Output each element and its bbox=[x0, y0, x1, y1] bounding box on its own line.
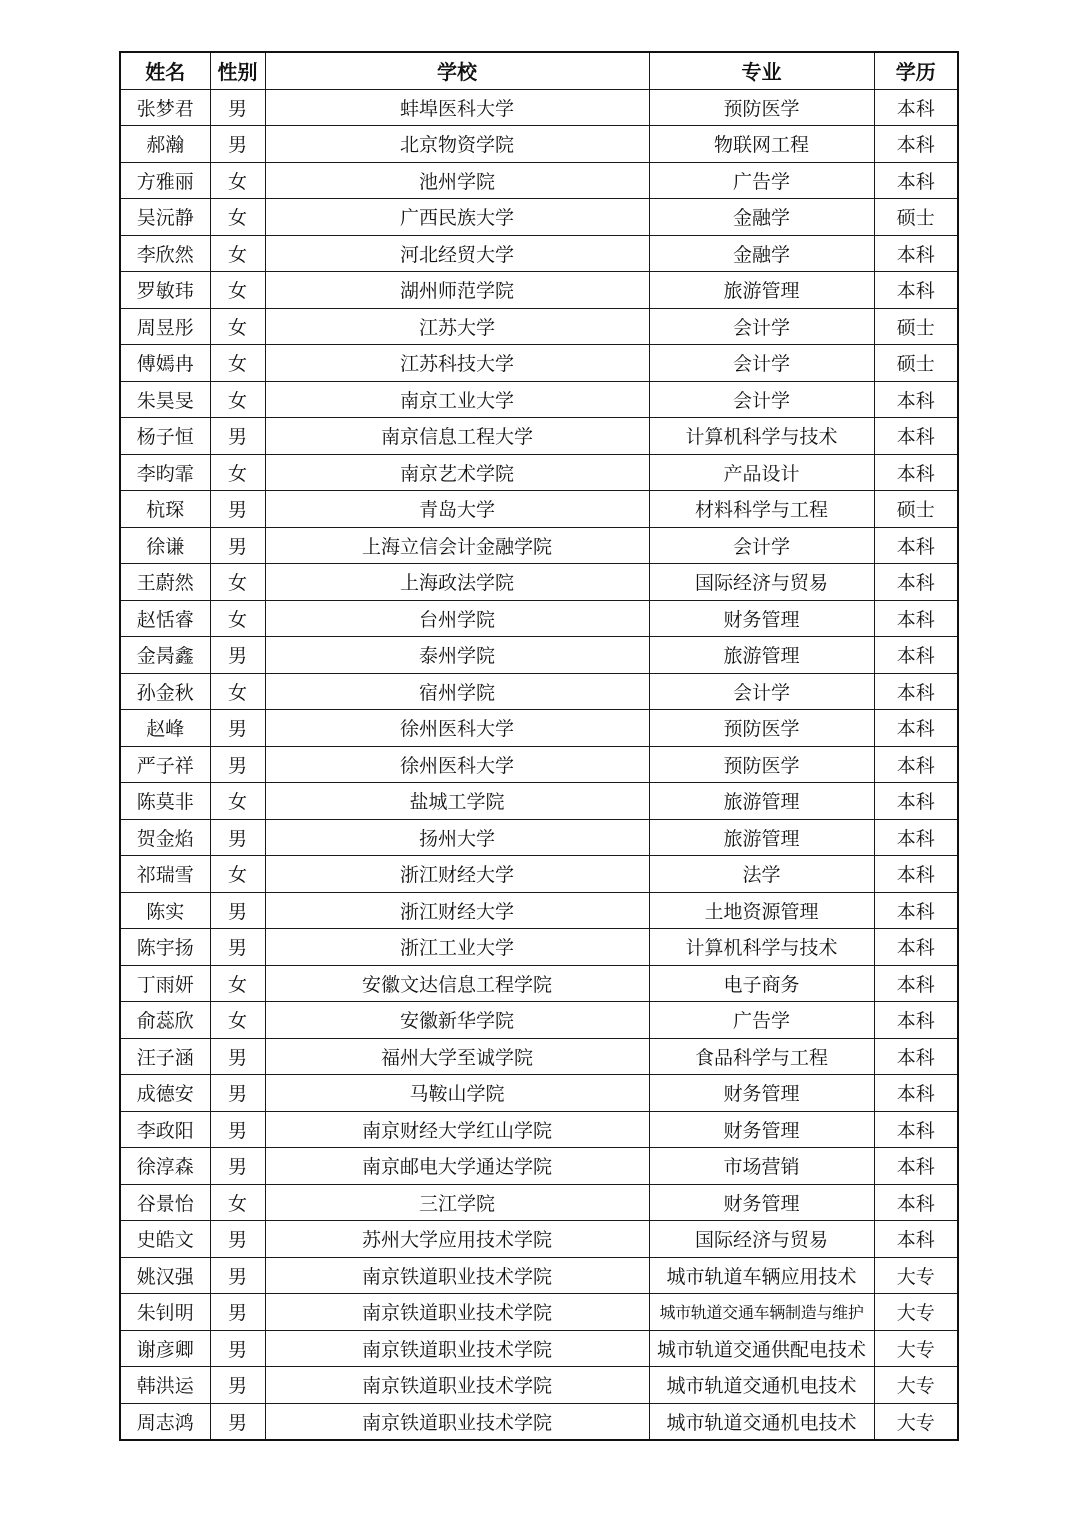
cell-gender: 女 bbox=[210, 199, 265, 236]
cell-name: 成德安 bbox=[120, 1075, 210, 1112]
header-school: 学校 bbox=[265, 52, 649, 89]
cell-name: 朱钊明 bbox=[120, 1294, 210, 1331]
table-row bbox=[120, 637, 958, 674]
cell-gender: 男 bbox=[210, 1403, 265, 1440]
cell-degree: 本科 bbox=[874, 637, 958, 674]
cell-gender: 男 bbox=[210, 819, 265, 856]
table-row bbox=[120, 162, 958, 199]
cell-major: 会计学 bbox=[649, 381, 874, 418]
cell-major: 城市轨道车辆应用技术 bbox=[649, 1257, 874, 1294]
cell-gender: 女 bbox=[210, 600, 265, 637]
cell-name: 方雅丽 bbox=[120, 162, 210, 199]
cell-school: 南京信息工程大学 bbox=[265, 418, 649, 455]
cell-name: 谷景怡 bbox=[120, 1184, 210, 1221]
table-row bbox=[120, 1330, 958, 1367]
cell-gender: 男 bbox=[210, 929, 265, 966]
cell-name: 严子祥 bbox=[120, 746, 210, 783]
cell-gender: 女 bbox=[210, 965, 265, 1002]
cell-gender: 男 bbox=[210, 527, 265, 564]
table-row bbox=[120, 272, 958, 309]
cell-school: 浙江工业大学 bbox=[265, 929, 649, 966]
cell-gender: 男 bbox=[210, 746, 265, 783]
header-name: 姓名 bbox=[120, 52, 210, 89]
table-row bbox=[120, 1111, 958, 1148]
table-row bbox=[120, 418, 958, 455]
cell-degree: 本科 bbox=[874, 1221, 958, 1258]
table-row bbox=[120, 381, 958, 418]
cell-major: 金融学 bbox=[649, 235, 874, 272]
cell-major: 法学 bbox=[649, 856, 874, 893]
cell-gender: 女 bbox=[210, 856, 265, 893]
cell-degree: 本科 bbox=[874, 600, 958, 637]
table-row bbox=[120, 856, 958, 893]
table-body bbox=[120, 89, 958, 1440]
cell-name: 周昱彤 bbox=[120, 308, 210, 345]
cell-school: 广西民族大学 bbox=[265, 199, 649, 236]
cell-gender: 男 bbox=[210, 1038, 265, 1075]
cell-school: 南京财经大学红山学院 bbox=[265, 1111, 649, 1148]
cell-gender: 男 bbox=[210, 491, 265, 528]
table-row bbox=[120, 89, 958, 126]
cell-gender: 男 bbox=[210, 1075, 265, 1112]
cell-gender: 女 bbox=[210, 673, 265, 710]
cell-gender: 男 bbox=[210, 1330, 265, 1367]
roster-table bbox=[119, 51, 959, 1441]
cell-school: 安徽新华学院 bbox=[265, 1002, 649, 1039]
table-row bbox=[120, 1184, 958, 1221]
cell-school: 南京铁道职业技术学院 bbox=[265, 1294, 649, 1331]
table-row bbox=[120, 454, 958, 491]
cell-school: 江苏科技大学 bbox=[265, 345, 649, 382]
table-row bbox=[120, 600, 958, 637]
cell-gender: 男 bbox=[210, 1367, 265, 1404]
cell-gender: 男 bbox=[210, 89, 265, 126]
cell-school: 北京物资学院 bbox=[265, 126, 649, 163]
cell-name: 吴沅静 bbox=[120, 199, 210, 236]
cell-name: 姚汉强 bbox=[120, 1257, 210, 1294]
table-row bbox=[120, 1002, 958, 1039]
cell-major: 市场营销 bbox=[649, 1148, 874, 1185]
cell-school: 南京铁道职业技术学院 bbox=[265, 1367, 649, 1404]
cell-major: 物联网工程 bbox=[649, 126, 874, 163]
table-row bbox=[120, 929, 958, 966]
cell-name: 张梦君 bbox=[120, 89, 210, 126]
cell-school: 南京铁道职业技术学院 bbox=[265, 1257, 649, 1294]
table-row bbox=[120, 126, 958, 163]
cell-school: 徐州医科大学 bbox=[265, 746, 649, 783]
cell-major: 旅游管理 bbox=[649, 783, 874, 820]
table-row bbox=[120, 527, 958, 564]
cell-school: 台州学院 bbox=[265, 600, 649, 637]
cell-name: 韩洪运 bbox=[120, 1367, 210, 1404]
cell-major: 食品科学与工程 bbox=[649, 1038, 874, 1075]
cell-degree: 本科 bbox=[874, 783, 958, 820]
table-row bbox=[120, 1257, 958, 1294]
cell-name: 金昺鑫 bbox=[120, 637, 210, 674]
cell-major: 产品设计 bbox=[649, 454, 874, 491]
cell-degree: 大专 bbox=[874, 1367, 958, 1404]
cell-gender: 男 bbox=[210, 418, 265, 455]
cell-gender: 男 bbox=[210, 1111, 265, 1148]
cell-degree: 大专 bbox=[874, 1330, 958, 1367]
cell-school: 南京铁道职业技术学院 bbox=[265, 1403, 649, 1440]
cell-name: 杭琛 bbox=[120, 491, 210, 528]
cell-school: 南京邮电大学通达学院 bbox=[265, 1148, 649, 1185]
cell-degree: 本科 bbox=[874, 162, 958, 199]
table-row bbox=[120, 491, 958, 528]
cell-school: 南京铁道职业技术学院 bbox=[265, 1330, 649, 1367]
cell-name: 杨子恒 bbox=[120, 418, 210, 455]
cell-school: 浙江财经大学 bbox=[265, 856, 649, 893]
cell-degree: 本科 bbox=[874, 1148, 958, 1185]
cell-school: 苏州大学应用技术学院 bbox=[265, 1221, 649, 1258]
cell-degree: 本科 bbox=[874, 1075, 958, 1112]
cell-school: 徐州医科大学 bbox=[265, 710, 649, 747]
cell-degree: 硕士 bbox=[874, 308, 958, 345]
cell-major: 城市轨道交通车辆制造与维护 bbox=[649, 1294, 874, 1331]
table-row bbox=[120, 673, 958, 710]
cell-gender: 女 bbox=[210, 235, 265, 272]
cell-name: 李欣然 bbox=[120, 235, 210, 272]
cell-degree: 大专 bbox=[874, 1294, 958, 1331]
cell-major: 计算机科学与技术 bbox=[649, 418, 874, 455]
cell-gender: 男 bbox=[210, 126, 265, 163]
cell-school: 扬州大学 bbox=[265, 819, 649, 856]
cell-degree: 本科 bbox=[874, 1111, 958, 1148]
cell-school: 蚌埠医科大学 bbox=[265, 89, 649, 126]
cell-gender: 女 bbox=[210, 564, 265, 601]
cell-name: 谢彦卿 bbox=[120, 1330, 210, 1367]
cell-gender: 女 bbox=[210, 381, 265, 418]
cell-degree: 本科 bbox=[874, 710, 958, 747]
cell-degree: 本科 bbox=[874, 892, 958, 929]
header-major: 专业 bbox=[649, 52, 874, 89]
cell-degree: 硕士 bbox=[874, 345, 958, 382]
table-row bbox=[120, 1038, 958, 1075]
cell-major: 金融学 bbox=[649, 199, 874, 236]
cell-name: 赵峰 bbox=[120, 710, 210, 747]
cell-school: 泰州学院 bbox=[265, 637, 649, 674]
cell-degree: 本科 bbox=[874, 1038, 958, 1075]
cell-school: 湖州师范学院 bbox=[265, 272, 649, 309]
table-row bbox=[120, 965, 958, 1002]
cell-degree: 本科 bbox=[874, 1184, 958, 1221]
cell-degree: 本科 bbox=[874, 454, 958, 491]
cell-school: 江苏大学 bbox=[265, 308, 649, 345]
cell-major: 财务管理 bbox=[649, 1111, 874, 1148]
cell-name: 祁瑞雪 bbox=[120, 856, 210, 893]
cell-major: 城市轨道交通机电技术 bbox=[649, 1367, 874, 1404]
cell-gender: 男 bbox=[210, 1294, 265, 1331]
cell-school: 青岛大学 bbox=[265, 491, 649, 528]
cell-degree: 本科 bbox=[874, 89, 958, 126]
cell-major: 城市轨道交通供配电技术 bbox=[649, 1330, 874, 1367]
cell-degree: 硕士 bbox=[874, 199, 958, 236]
cell-major: 预防医学 bbox=[649, 89, 874, 126]
cell-degree: 本科 bbox=[874, 235, 958, 272]
cell-name: 周志鸿 bbox=[120, 1403, 210, 1440]
table-row bbox=[120, 308, 958, 345]
cell-major: 材料科学与工程 bbox=[649, 491, 874, 528]
cell-gender: 男 bbox=[210, 710, 265, 747]
cell-degree: 本科 bbox=[874, 929, 958, 966]
cell-name: 罗敏玮 bbox=[120, 272, 210, 309]
table-row bbox=[120, 710, 958, 747]
table-row bbox=[120, 892, 958, 929]
cell-name: 丁雨妍 bbox=[120, 965, 210, 1002]
cell-school: 南京艺术学院 bbox=[265, 454, 649, 491]
cell-major: 土地资源管理 bbox=[649, 892, 874, 929]
cell-major: 城市轨道交通机电技术 bbox=[649, 1403, 874, 1440]
cell-major: 财务管理 bbox=[649, 600, 874, 637]
table-row bbox=[120, 1403, 958, 1440]
cell-major: 广告学 bbox=[649, 1002, 874, 1039]
cell-name: 史皓文 bbox=[120, 1221, 210, 1258]
cell-degree: 本科 bbox=[874, 965, 958, 1002]
table-row bbox=[120, 235, 958, 272]
cell-school: 池州学院 bbox=[265, 162, 649, 199]
cell-school: 宿州学院 bbox=[265, 673, 649, 710]
cell-degree: 本科 bbox=[874, 1002, 958, 1039]
cell-degree: 本科 bbox=[874, 418, 958, 455]
header-row bbox=[120, 52, 958, 89]
cell-name: 徐淳森 bbox=[120, 1148, 210, 1185]
cell-major: 旅游管理 bbox=[649, 637, 874, 674]
table-row bbox=[120, 1367, 958, 1404]
table-row bbox=[120, 1075, 958, 1112]
cell-gender: 女 bbox=[210, 783, 265, 820]
cell-major: 预防医学 bbox=[649, 746, 874, 783]
cell-gender: 男 bbox=[210, 1148, 265, 1185]
cell-major: 会计学 bbox=[649, 527, 874, 564]
cell-major: 会计学 bbox=[649, 345, 874, 382]
cell-major: 旅游管理 bbox=[649, 272, 874, 309]
cell-degree: 本科 bbox=[874, 272, 958, 309]
cell-degree: 本科 bbox=[874, 126, 958, 163]
cell-name: 陈莫非 bbox=[120, 783, 210, 820]
cell-name: 孙金秋 bbox=[120, 673, 210, 710]
cell-degree: 本科 bbox=[874, 746, 958, 783]
table-row bbox=[120, 1294, 958, 1331]
cell-degree: 大专 bbox=[874, 1403, 958, 1440]
cell-gender: 女 bbox=[210, 272, 265, 309]
cell-name: 贺金焰 bbox=[120, 819, 210, 856]
cell-major: 计算机科学与技术 bbox=[649, 929, 874, 966]
cell-gender: 女 bbox=[210, 1184, 265, 1221]
cell-degree: 本科 bbox=[874, 564, 958, 601]
cell-gender: 男 bbox=[210, 1257, 265, 1294]
cell-gender: 女 bbox=[210, 454, 265, 491]
cell-school: 盐城工学院 bbox=[265, 783, 649, 820]
table-row bbox=[120, 1148, 958, 1185]
cell-school: 浙江财经大学 bbox=[265, 892, 649, 929]
cell-degree: 本科 bbox=[874, 856, 958, 893]
cell-name: 俞蕊欣 bbox=[120, 1002, 210, 1039]
cell-name: 王蔚然 bbox=[120, 564, 210, 601]
cell-name: 徐谦 bbox=[120, 527, 210, 564]
cell-degree: 本科 bbox=[874, 381, 958, 418]
cell-gender: 男 bbox=[210, 892, 265, 929]
cell-school: 福州大学至诚学院 bbox=[265, 1038, 649, 1075]
cell-gender: 男 bbox=[210, 637, 265, 674]
cell-gender: 女 bbox=[210, 345, 265, 382]
cell-school: 上海政法学院 bbox=[265, 564, 649, 601]
cell-degree: 硕士 bbox=[874, 491, 958, 528]
header-gender: 性别 bbox=[210, 52, 265, 89]
table-row bbox=[120, 746, 958, 783]
table-row bbox=[120, 1221, 958, 1258]
cell-name: 汪子涵 bbox=[120, 1038, 210, 1075]
cell-school: 河北经贸大学 bbox=[265, 235, 649, 272]
table-row bbox=[120, 345, 958, 382]
cell-major: 财务管理 bbox=[649, 1075, 874, 1112]
cell-name: 郝瀚 bbox=[120, 126, 210, 163]
cell-major: 国际经济与贸易 bbox=[649, 564, 874, 601]
table-row bbox=[120, 199, 958, 236]
cell-name: 李政阳 bbox=[120, 1111, 210, 1148]
cell-school: 上海立信会计金融学院 bbox=[265, 527, 649, 564]
cell-gender: 女 bbox=[210, 1002, 265, 1039]
cell-gender: 男 bbox=[210, 1221, 265, 1258]
table-row bbox=[120, 564, 958, 601]
cell-name: 赵恬睿 bbox=[120, 600, 210, 637]
header-degree: 学历 bbox=[874, 52, 958, 89]
cell-major: 广告学 bbox=[649, 162, 874, 199]
cell-school: 安徽文达信息工程学院 bbox=[265, 965, 649, 1002]
table-row bbox=[120, 783, 958, 820]
cell-degree: 大专 bbox=[874, 1257, 958, 1294]
cell-name: 陈实 bbox=[120, 892, 210, 929]
cell-major: 电子商务 bbox=[649, 965, 874, 1002]
cell-school: 三江学院 bbox=[265, 1184, 649, 1221]
cell-school: 马鞍山学院 bbox=[265, 1075, 649, 1112]
cell-name: 傅嫣冉 bbox=[120, 345, 210, 382]
cell-gender: 女 bbox=[210, 162, 265, 199]
cell-name: 李昀霏 bbox=[120, 454, 210, 491]
cell-school: 南京工业大学 bbox=[265, 381, 649, 418]
cell-major: 预防医学 bbox=[649, 710, 874, 747]
cell-gender: 女 bbox=[210, 308, 265, 345]
cell-degree: 本科 bbox=[874, 819, 958, 856]
table-row bbox=[120, 819, 958, 856]
cell-name: 朱昊旻 bbox=[120, 381, 210, 418]
cell-degree: 本科 bbox=[874, 527, 958, 564]
cell-degree: 本科 bbox=[874, 673, 958, 710]
cell-name: 陈宇扬 bbox=[120, 929, 210, 966]
cell-major: 财务管理 bbox=[649, 1184, 874, 1221]
cell-major: 会计学 bbox=[649, 673, 874, 710]
cell-major: 会计学 bbox=[649, 308, 874, 345]
cell-major: 国际经济与贸易 bbox=[649, 1221, 874, 1258]
cell-major: 旅游管理 bbox=[649, 819, 874, 856]
